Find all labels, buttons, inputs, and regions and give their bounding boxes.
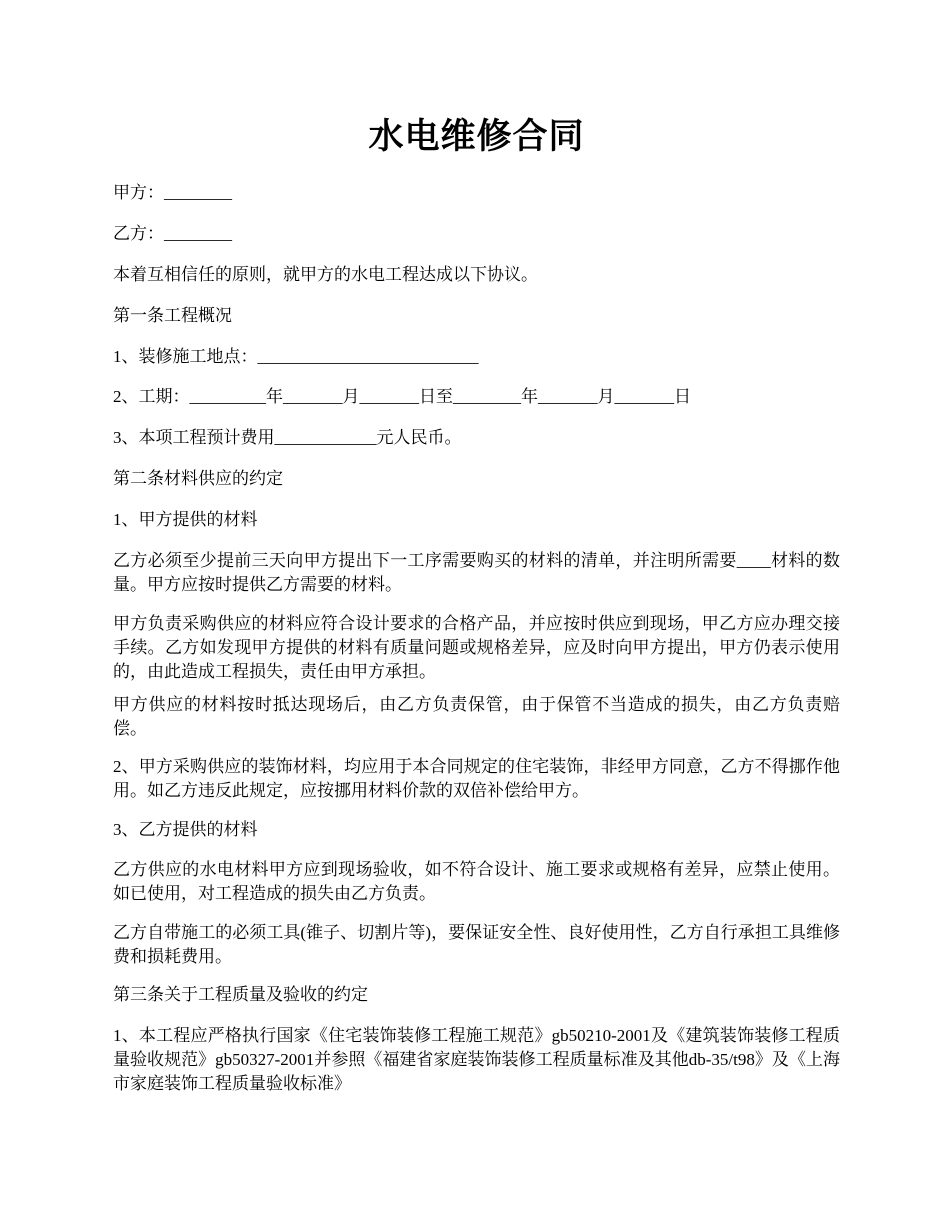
article1-item1: 1、装修施工地点：__________________________: [113, 347, 479, 366]
article2-paragraph5: 乙方自带施工的必须工具(锥子、切割片等)，要保证安全性、良好使用性，乙方自行承担工具维修费和损耗费用。: [113, 923, 840, 966]
article3-item1: 1、本工程应严格执行国家《住宅装饰装修工程施工规范》gb50210-2001及《建筑装饰装修工程质量验收规范》gb50327-2001并参照《福建省家庭装饰装修工程质量标准及其他db-35/t98》及《上海市家庭装饰工程质量验收标准》: [113, 1026, 840, 1093]
article2-paragraph4: 乙方供应的水电材料甲方应到现场验收，如不符合设计、施工要求或规格有差异，应禁止使用。如已使用，对工程造成的损失由乙方负责。: [113, 860, 840, 903]
party-a-line: 甲方：________: [113, 183, 232, 202]
article2-paragraph3: 甲方供应的材料按时抵达现场后，由乙方负责保管，由于保管不当造成的损失，由乙方负责赔偿。: [113, 695, 840, 738]
article2-paragraph2: 甲方负责采购供应的材料应符合设计要求的合格产品，并应按时供应到现场，甲乙方应办理交接手续。乙方如发现甲方提供的材料有质量问题或规格差异，应及时向甲方提出，甲方仍表示使用的，由此造成工程损失，责任由甲方承担。: [113, 614, 840, 681]
article2-heading: 第二条材料供应的约定: [113, 469, 283, 488]
article2-item1-heading: 1、甲方提供的材料: [113, 510, 258, 529]
party-b-line: 乙方：________: [113, 224, 232, 243]
article2-item3-heading: 3、乙方提供的材料: [113, 820, 258, 839]
article2-item2: 2、甲方采购供应的装饰材料，均应用于本合同规定的住宅装饰，非经甲方同意，乙方不得挪作他用。如乙方违反此规定，应按挪用材料价款的双倍补偿给甲方。: [113, 757, 840, 800]
article1-item2: 2、工期：_________年_______月_______日至________年_______月_______日: [113, 387, 691, 406]
article1-heading: 第一条工程概况: [113, 306, 232, 325]
article2-paragraph1: 乙方必须至少提前三天向甲方提出下一工序需要购买的材料的清单，并注明所需要____材料的数量。甲方应按时提供乙方需要的材料。: [113, 551, 840, 594]
article3-heading: 第三条关于工程质量及验收的约定: [113, 985, 368, 1004]
document-title: 水电维修合同: [368, 117, 585, 156]
article1-item3: 3、本项工程预计费用____________元人民币。: [113, 428, 462, 447]
preamble-paragraph: 本着互相信任的原则，就甲方的水电工程达成以下协议。: [113, 265, 538, 284]
